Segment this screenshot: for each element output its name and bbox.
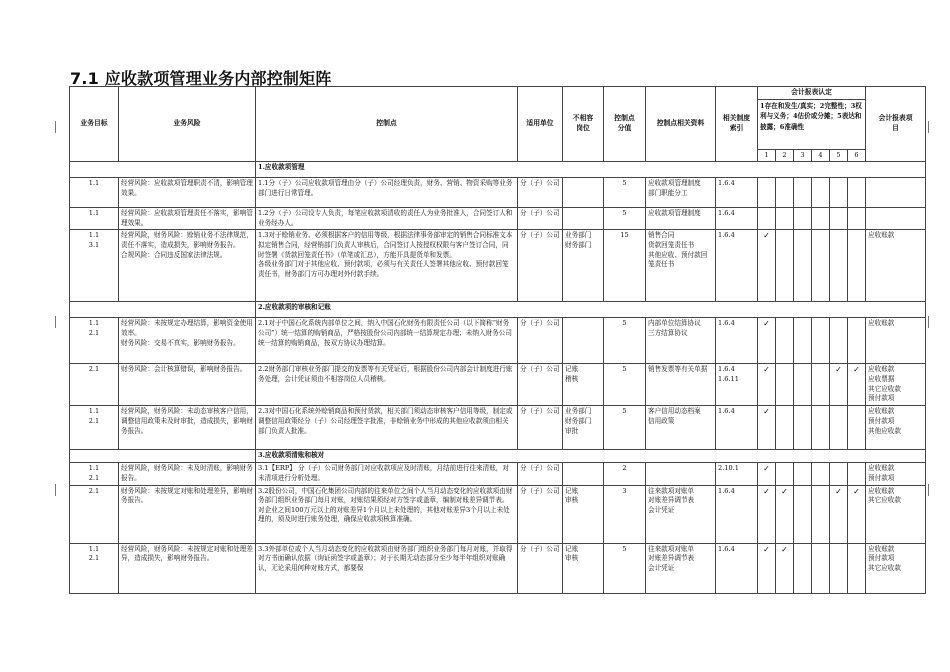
control-point-cell: 2.1对于中国石化系统内部单位之间，纳入中国石化财务有限责任公司（以下简称“财务公司”）统一结算的购销商品，严格按股份公司内部统一结算规定办理；未纳入财务公司统一结算的购销商品，按双方协议办理结算。 [256, 318, 518, 364]
applicable-unit-cell: 分（子）公司 [518, 485, 563, 543]
margin-mark [928, 484, 929, 496]
assertion-check-cell [758, 178, 776, 208]
accounts-cell: 应收账款 预付款项 其它应收款 [866, 543, 926, 593]
assertion-check-cell: ✓ [758, 485, 776, 543]
incompatible-cell: 记账 稽核 [563, 364, 604, 406]
margin-mark [55, 316, 56, 328]
control-point-cell: 1.1分（子）公司应收款项管理由分（子）公司经理负责，财务、营销、物资采购等业务部门进行日常管理。 [256, 178, 518, 208]
assertion-check-cell [812, 230, 830, 302]
header-control-point: 控制点 [256, 87, 518, 162]
header-accounts: 会计报表项 目 [866, 87, 926, 162]
accounts-cell [866, 208, 926, 230]
risk-cell: 经营风险：应收款项管理责任不落实，影响管理效果。 [119, 208, 256, 230]
accounts-cell: 应收账款 预付款项 其他应收款 [866, 406, 926, 450]
assertion-check-cell: ✓ [776, 485, 794, 543]
control-point-cell: 3.1【ERP】 分（子）公司财务部门对应收款项应及时清账，月结前进行往来清账，对未清项进行分析处理。 [256, 463, 518, 485]
table-row [70, 208, 926, 230]
assertion-check-cell: ✓ [758, 230, 776, 302]
matrix-body [70, 162, 926, 593]
risk-cell: 财务风险：未按规定对账和处理差异，影响财务报告。 [119, 485, 256, 543]
objective-cell: 1.1 3.1 [70, 230, 119, 302]
assertion-check-cell [794, 543, 812, 593]
control-point-cell: 2.3对中国石化系统外赊销商品和预付货款，相关部门须动态审核客户信用等级，制定或调整信用政策经分（子）公司经理签字批准，非赊销业务中形成的其他应收款须由相关部门负责人批准。 [256, 406, 518, 450]
margin-mark [928, 121, 929, 133]
section-heading-row [70, 162, 926, 178]
objective-cell: 1.1 2.1 [70, 463, 119, 485]
assertion-check-cell [794, 463, 812, 485]
assertion-check-cell [794, 230, 812, 302]
assertion-check-cell [812, 208, 830, 230]
assertion-check-cell [812, 543, 830, 593]
assertion-check-cell [830, 178, 848, 208]
control-point-cell: 1.2分（子）公司设专人负责，每笔应收款项清收的责任人为业务批准人，合同签订人和业务经办人。 [256, 208, 518, 230]
score-cell: 2 [604, 463, 646, 485]
materials-cell: 应收款项管理制度 部门职能分工 [646, 178, 716, 208]
materials-cell: 销售合同 货款回笼责任书 其他应收、预付款回笼责任书 [646, 230, 716, 302]
assertion-check-cell: ✓ [848, 485, 866, 543]
section-spacer [70, 302, 256, 318]
score-cell: 5 [604, 406, 646, 450]
assertion-check-cell: ✓ [758, 406, 776, 450]
assertion-check-cell [758, 208, 776, 230]
score-cell: 5 [604, 543, 646, 593]
header-materials: 控制点相关资料 [646, 87, 716, 162]
assertion-check-cell: ✓ [776, 543, 794, 593]
assertion-num: 4 [812, 149, 830, 162]
margin-mark [55, 121, 56, 133]
system-index-cell: 1.6.4 [716, 208, 758, 230]
assertion-check-cell [848, 463, 866, 485]
assertion-check-cell [830, 318, 848, 364]
assertion-check-cell [776, 364, 794, 406]
assertion-check-cell [848, 230, 866, 302]
score-cell: 15 [604, 230, 646, 302]
assertion-check-cell [848, 406, 866, 450]
assertion-check-cell [830, 208, 848, 230]
section-heading: 1.应收款项管理 [256, 162, 926, 178]
header-risk: 业务风险 [119, 87, 256, 162]
incompatible-cell: 记账 审核 [563, 543, 604, 593]
incompatible-cell: 业务部门 财务部门 [563, 230, 604, 302]
assertion-num: 5 [830, 149, 848, 162]
assertion-check-cell [794, 208, 812, 230]
score-cell: 5 [604, 318, 646, 364]
section-heading: 3.应收款项清账和核对 [256, 450, 926, 463]
table-row [70, 485, 926, 543]
header-applicable-unit: 适用单位 [518, 87, 563, 162]
applicable-unit-cell: 分（子）公司 [518, 230, 563, 302]
applicable-unit-cell: 分（子）公司 [518, 178, 563, 208]
table-row [70, 463, 926, 485]
system-index-cell: 2.10.1 [716, 463, 758, 485]
applicable-unit-cell: 分（子）公司 [518, 364, 563, 406]
assertion-check-cell [794, 364, 812, 406]
margin-mark [928, 316, 929, 328]
assertion-check-cell [848, 178, 866, 208]
assertion-check-cell [776, 178, 794, 208]
system-index-cell: 1.6.4 [716, 406, 758, 450]
assertion-check-cell [812, 318, 830, 364]
accounts-cell: 应收账款 预付款项 [866, 463, 926, 485]
assertion-check-cell [776, 208, 794, 230]
applicable-unit-cell: 分（子）公司 [518, 543, 563, 593]
assertion-check-cell [776, 406, 794, 450]
section-spacer [70, 162, 256, 178]
risk-cell: 经营风险，财务风险：未及时清账，影响财务报告。 [119, 463, 256, 485]
assertion-check-cell: ✓ [830, 485, 848, 543]
system-index-cell: 1.6.4 [716, 543, 758, 593]
control-point-cell: 3.3外部单位或个人当月动态变化的应收款项由财务部门组织业务部门每月对账，并取得对方书面确认依据（询证函签字或盖章）；对于长期无动态部分至少每半年组织对账确认，无论采用何种对账方式，都要保 [256, 543, 518, 593]
assertion-check-cell: ✓ [758, 463, 776, 485]
accounts-cell: 应收账款 [866, 318, 926, 364]
margin-mark [55, 484, 56, 496]
assertion-check-cell [794, 178, 812, 208]
header-score: 控制点 分值 [604, 87, 646, 162]
objective-cell: 2.1 [70, 364, 119, 406]
accounts-cell [866, 178, 926, 208]
assertion-check-cell [794, 485, 812, 543]
applicable-unit-cell: 分（子）公司 [518, 406, 563, 450]
control-point-cell: 3.2股份公司，中国石化集团公司内部的往来单位之间个人当月动态变化的应收款项由财务部门组织业务部门每月对账，对账结果须经对方签字或盖章，编制对账差异调节表。 对企业之间100万元以上的对账差异1个月以上未处理的，其他对账差异3个月以上未处理的，须及时进行账务处理，确保应收款项核算准确。 [256, 485, 518, 543]
objective-cell: 1.1 2.1 [70, 318, 119, 364]
accounts-cell: 应收账款 其它应收款 [866, 485, 926, 543]
score-cell: 5 [604, 178, 646, 208]
assertion-check-cell [794, 318, 812, 364]
assertion-check-cell [812, 463, 830, 485]
materials-cell: 客户信用动态档案 信用政策 [646, 406, 716, 450]
score-cell: 5 [604, 208, 646, 230]
system-index-cell: 1.6.4 [716, 485, 758, 543]
assertion-num: 2 [776, 149, 794, 162]
assertion-check-cell [812, 364, 830, 406]
assertion-check-cell: ✓ [758, 543, 776, 593]
materials-cell: 应收款项管理制度 [646, 208, 716, 230]
header-incompatible: 不相容 岗位 [563, 87, 604, 162]
objective-cell: 1.1 [70, 178, 119, 208]
incompatible-cell: 业务部门 财务部门 审批 [563, 406, 604, 450]
incompatible-cell [563, 318, 604, 364]
assertion-num: 1 [758, 149, 776, 162]
risk-cell: 财务风险：会计核算错误，影响财务报告。 [119, 364, 256, 406]
materials-cell: 销售发票等有关单据 [646, 364, 716, 406]
assertion-num: 6 [848, 149, 866, 162]
materials-cell: 往来款项对账单 对账差异调节表 会计凭证 [646, 543, 716, 593]
assertion-check-cell [776, 463, 794, 485]
assertion-check-cell [848, 543, 866, 593]
assertion-check-cell [776, 318, 794, 364]
risk-cell: 经营风险，财务风险：未按规定对账和处理差异，造成损失，影响财务报告。 [119, 543, 256, 593]
table-row [70, 406, 926, 450]
control-point-cell: 2.2财务部门审核业务部门提交的发票等有关凭证后，根据股份公司内部会计制度进行账务处理，会计凭证须由不相容岗位人员稽核。 [256, 364, 518, 406]
assertion-check-cell [830, 230, 848, 302]
assertion-check-cell [830, 543, 848, 593]
page-title: 7.1 应收款项管理业务内部控制矩阵 [70, 69, 332, 88]
assertion-check-cell [848, 318, 866, 364]
section-heading-row [70, 450, 926, 463]
header-assertion-desc: 1存在和发生/真实；2完整性；3权利与义务；4估价或分摊；5表达和披露；6准确性 [758, 99, 866, 149]
assertion-check-cell [812, 178, 830, 208]
table-row [70, 543, 926, 593]
table-row [70, 178, 926, 208]
header-objective: 业务目标 [70, 87, 119, 162]
assertion-check-cell [812, 485, 830, 543]
assertion-check-cell [812, 406, 830, 450]
score-cell: 5 [604, 364, 646, 406]
table-row [70, 230, 926, 302]
incompatible-cell: 记账 审核 [563, 485, 604, 543]
assertion-num: 3 [794, 149, 812, 162]
assertion-check-cell [794, 406, 812, 450]
risk-cell: 经营风险，财务风险：赊销业务不法律规范，责任不落实，造成损失，影响财务报告。 合规风险：合同违反国家法律法规。 [119, 230, 256, 302]
accounts-cell: 应收账款 应收票据 其它应收款 预付款项 [866, 364, 926, 406]
control-point-cell: 1.3对于赊销业务、必须根据客户的信用等级，根据法律事务部审定的销售合同标准文本拟定销售合同，经营销部门负责人审核后，合同签订人按授权权限与客户签订合同，同时签署《货款回笼责任书》（单笔或汇总），方能开具提货单和发票。 各级业务部门对于其他应收、预付款项，必须与有关责任人签署其他应收、预付款回笼责任书，财务部门方可办理对外付款手续。 [256, 230, 518, 302]
objective-cell: 2.1 [70, 485, 119, 543]
section-heading: 2.应收款项的审核和记账 [256, 302, 926, 318]
risk-cell: 经营风险：应收款项管理职责不清，影响管理效果。 [119, 178, 256, 208]
objective-cell: 1.1 2.1 [70, 543, 119, 593]
materials-cell: 往来款项对账单 对账差异调节表 会计凭证 [646, 485, 716, 543]
table-row [70, 364, 926, 406]
header-assertion-group: 会计报表认定 [758, 87, 866, 100]
assertion-check-cell: ✓ [758, 364, 776, 406]
system-index-cell: 1.6.4 [716, 230, 758, 302]
table-row [70, 318, 926, 364]
incompatible-cell [563, 463, 604, 485]
control-matrix-table [69, 86, 926, 594]
objective-cell: 1.1 2.1 [70, 406, 119, 450]
section-heading-row [70, 302, 926, 318]
objective-cell: 1.1 [70, 208, 119, 230]
system-index-cell: 1.6.4 [716, 178, 758, 208]
score-cell: 3 [604, 485, 646, 543]
accounts-cell: 应收账款 [866, 230, 926, 302]
risk-cell: 经营风险：未按规定办理结算，影响资金使用效率。 财务风险：交易不真实，影响财务报告。 [119, 318, 256, 364]
incompatible-cell [563, 178, 604, 208]
header-system-index: 相关制度 索引 [716, 87, 758, 162]
risk-cell: 经营风险，财务风险：未动态审核客户信用，调整信用政策未及时审批，造成损失，影响财务报告。 [119, 406, 256, 450]
assertion-check-cell [848, 208, 866, 230]
applicable-unit-cell: 分（子）公司 [518, 318, 563, 364]
applicable-unit-cell: 分（子）公司 [518, 463, 563, 485]
assertion-check-cell: ✓ [830, 364, 848, 406]
system-index-cell: 1.6.4 1.6.11 [716, 364, 758, 406]
assertion-check-cell [830, 406, 848, 450]
assertion-check-cell [830, 463, 848, 485]
assertion-check-cell [776, 230, 794, 302]
applicable-unit-cell: 分（子）公司 [518, 208, 563, 230]
materials-cell: 内部单位结算协议 三方结算协议 [646, 318, 716, 364]
assertion-check-cell: ✓ [758, 318, 776, 364]
section-spacer [70, 450, 256, 463]
assertion-check-cell: ✓ [848, 364, 866, 406]
incompatible-cell [563, 208, 604, 230]
materials-cell [646, 463, 716, 485]
system-index-cell: 1.6.4 [716, 318, 758, 364]
